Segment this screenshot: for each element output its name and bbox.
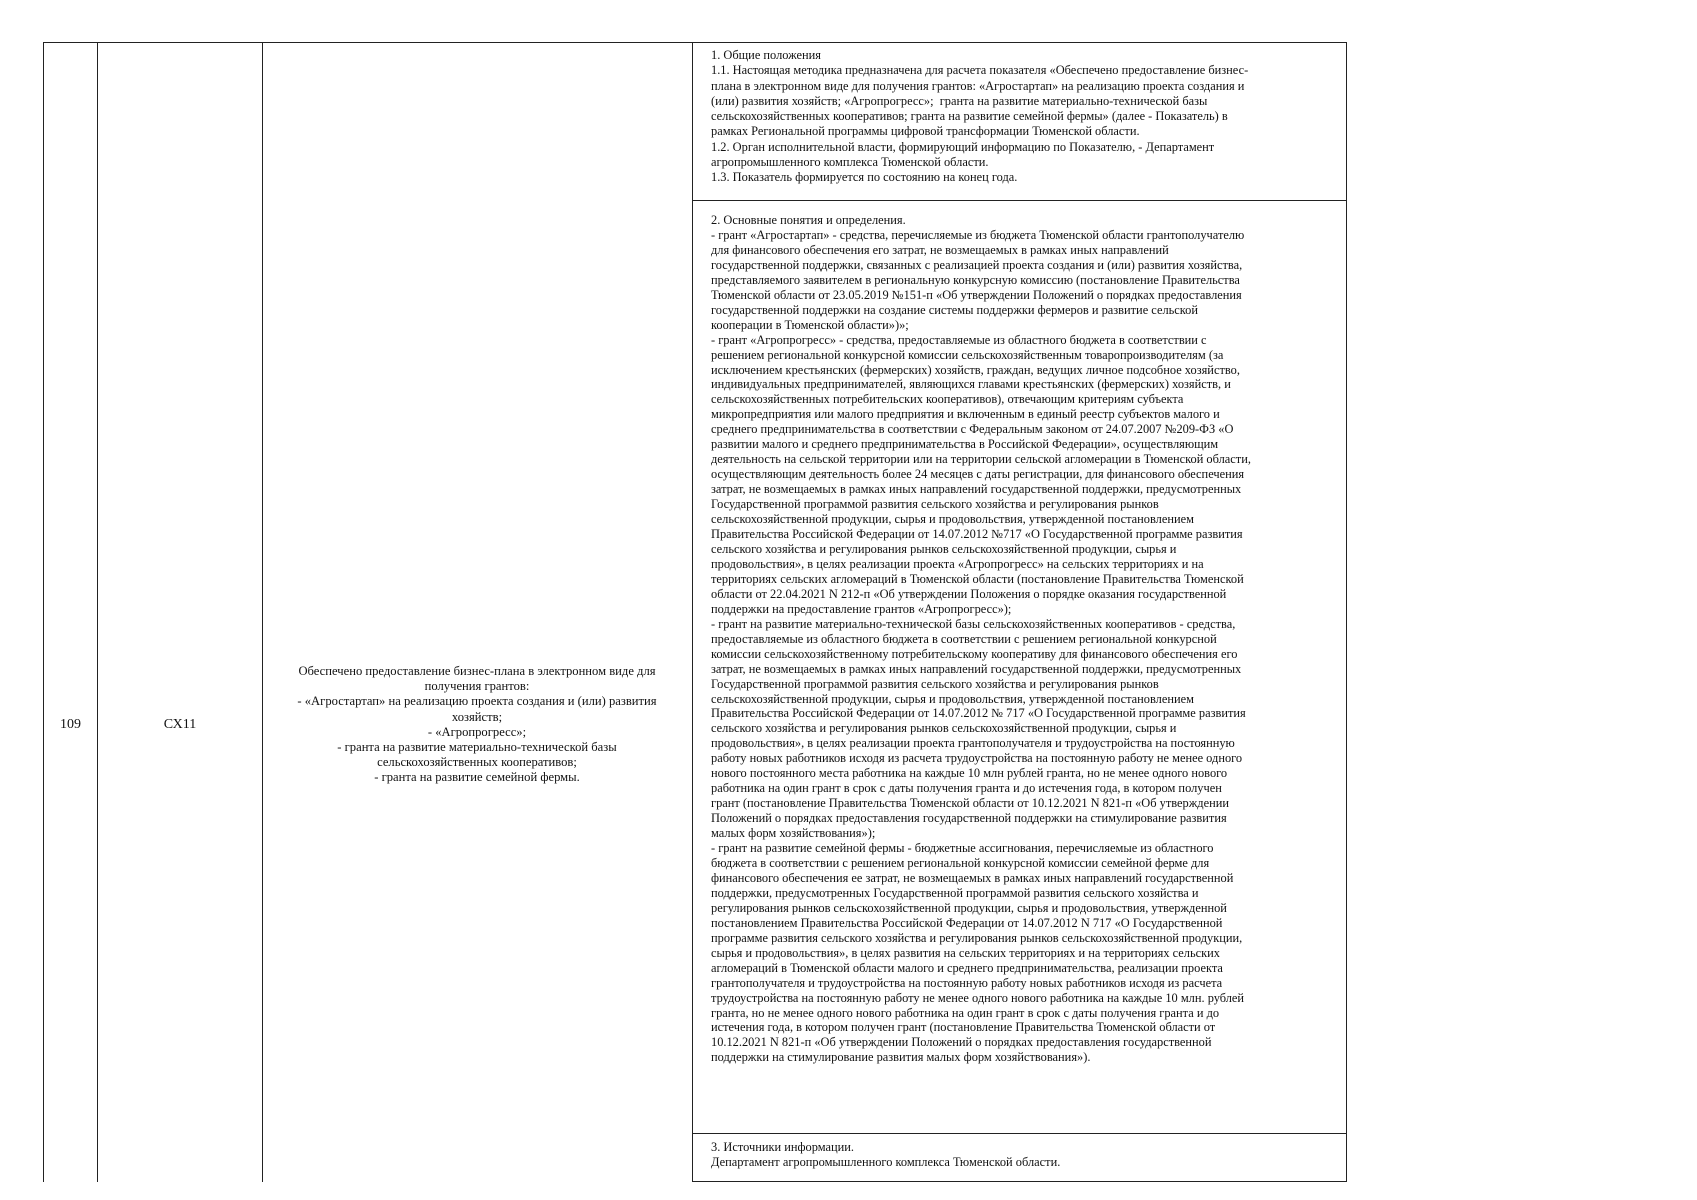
- section-line: - грант «Агростартап» - средства, перечисляемые из бюджета Тюменской области грантополучателю: [711, 227, 1245, 242]
- indicator-name-line: хозяйств;: [451, 709, 503, 724]
- section-line: программе развития сельского хозяйства и регулирования рынков сельскохозяйственной продукции,: [711, 930, 1243, 945]
- section-line: сельского хозяйства и регулирования рынков сельскохозяйственной продукции, сырья и: [711, 541, 1177, 556]
- section-line: регулирования рынков сельскохозяйственной продукции, сырья и продовольствия, утвержденной: [711, 900, 1227, 915]
- indicator-name: [264, 664, 690, 786]
- section-line: предоставляемые из областного бюджета в соответствии с решением региональной конкурсной: [711, 631, 1217, 646]
- section-line: работу новых работников исходя из расчета трудоустройства на постоянную работу не менее одного: [711, 751, 1243, 766]
- section-line: Тюменской области от 23.05.2019 №151-п «Об утверждении Положений о порядках предоставления: [711, 287, 1242, 302]
- col-border-number: [97, 42, 98, 1182]
- indicator-name-line: сельскохозяйственных кооперативов;: [377, 755, 577, 770]
- section-line: - грант «Агропрогресс» - средства, предоставляемые из областного бюджета в соответствии с: [711, 332, 1207, 347]
- section-line: 1. Общие положения: [711, 48, 822, 62]
- section-line: деятельность на сельской территории или на территории сельской агломерации в Тюменской области,: [711, 452, 1251, 467]
- section-line: 10.12.2021 N 821-п «Об утверждении Положений о порядках предоставления государственной: [711, 1035, 1212, 1050]
- section-line: сельскохозяйственных потребительских кооперативов), отвечающим критериям субъекта: [711, 392, 1184, 407]
- section-line: сельскохозяйственной продукции, сырья и продовольствия, утвержденной постановлением: [711, 512, 1194, 527]
- section-line: 1.2. Орган исполнительной власти, формирующий информацию по Показателю, - Департамент: [711, 139, 1215, 154]
- section-line: индивидуальных предпринимателей, являющихся главами крестьянских (фермерских) хозяйств, и: [711, 377, 1231, 392]
- section-line: развитии малого и среднего предпринимательства в Российской Федерации», осуществляющим: [711, 437, 1219, 452]
- section-line: кооперации в Тюменской области»)»;: [711, 317, 909, 332]
- indicator-code: СХ11: [163, 717, 197, 732]
- section-line: - грант на развитие семейной фермы - бюджетные ассигнования, перечисляемые из областного: [711, 841, 1214, 856]
- section-line: нового постоянного места работника на каждые 10 млн рублей гранта, но не менее одного нового: [711, 766, 1228, 781]
- section-line: плана в электронном виде для получения грантов: «Агростартап» на реализацию проекта создания и: [711, 78, 1245, 93]
- section-line: государственной поддержки, связанных с реализацией проекта создания и (или) развития хозяйства,: [711, 257, 1243, 272]
- section-line: поддержки на стимулирование развития малых форм хозяйствования»).: [711, 1050, 1091, 1065]
- section-line: сельского хозяйства и регулирования рынков сельскохозяйственной продукции, сырья и: [711, 721, 1177, 736]
- methodology-bottom-border: [692, 1181, 1347, 1182]
- section-line: сельскохозяйственной продукции, сырья и продовольствия, утвержденной постановлением: [711, 691, 1194, 706]
- section-line: финансового обеспечения ее затрат, не возмещаемых в рамках иных направлений государственной: [711, 870, 1234, 885]
- section-line: продовольствия», в целях реализации проекта грантополучателя и трудоустройства на постоянную: [711, 736, 1235, 751]
- section-line: сырья и продовольствия», в целях развития на сельских территориях и на территориях сельских: [711, 945, 1220, 960]
- section-line: истечения года, в котором получен грант (постановление Правительства Тюменской области от: [711, 1020, 1216, 1035]
- section-line: трудоустройства на постоянную работу не менее одного нового работника на каждые 10 млн. рублей: [711, 990, 1245, 1005]
- section-line: 1.1. Настоящая методика предназначена для расчета показателя «Обеспечено предоставление бизнес-: [711, 63, 1249, 78]
- section-line: постановлением Правительства Российской Федерации от 14.07.2012 N 717 «О Государственной: [711, 915, 1223, 930]
- section-line: агропромышленного комплекса Тюменской области.: [711, 155, 989, 170]
- col-border-code: [262, 42, 263, 1182]
- indicator-name-line: - «Агростартап» на реализацию проекта создания и (или) развития: [297, 694, 657, 709]
- section-line: бюджета в соответствии с решением региональной конкурсной комиссии семейной ферме для: [711, 855, 1210, 870]
- section-line: затрат, не возмещаемых в рамках иных направлений государственной поддержки, предусмотренных: [711, 482, 1242, 497]
- section-line: Департамент агропромышленного комплекса Тюменской области.: [711, 1155, 1061, 1170]
- section-line: микропредприятия или малого предприятия и включенным в единый реестр субъектов малого и: [711, 407, 1220, 422]
- section-line: государственной поддержки на создание системы поддержки фермеров и развитие сельской: [711, 302, 1198, 317]
- indicator-name-line: - «Агропрогресс»;: [427, 724, 527, 739]
- section-divider-2: [692, 1133, 1347, 1134]
- section-line: исключением крестьянских (фермерских) хозяйств, граждан, ведущих личное подсобное хозяйство,: [711, 362, 1240, 377]
- section-line: для финансового обеспечения его затрат, не возмещаемых в рамках иных направлений: [711, 242, 1169, 257]
- section-line: малых форм хозяйствования»);: [711, 826, 876, 841]
- indicator-name-line: - гранта на развитие материально-технической базы: [337, 740, 617, 755]
- indicator-name-line: - гранта на развитие семейной фермы.: [374, 770, 580, 785]
- section-line: среднего предпринимательства в соответствии с Федеральным законом от 24.07.2007 №209-ФЗ «О: [711, 422, 1234, 437]
- col-border-right: [1346, 42, 1347, 1182]
- col-border-name: [692, 42, 693, 1182]
- section-line: территориях сельских агломераций в Тюменской области (постановление Правительства Тюменской: [711, 571, 1244, 586]
- section-line: грантополучателя и трудоустройства на постоянную работу новых работников исходя из расчета: [711, 975, 1223, 990]
- col-border-left: [43, 42, 44, 1182]
- section-line: 1.3. Показатель формируется по состоянию на конец года.: [711, 170, 1018, 185]
- section-line: представляемого заявителем в региональную конкурсную комиссию (постановление Правительства: [711, 272, 1240, 287]
- section-line: сельскохозяйственных кооперативов; гранта на развитие семейной фермы» (далее - Показатель) в: [711, 109, 1228, 124]
- section-line: Правительства Российской Федерации от 14.07.2012 №717 «О Государственной программе развития: [711, 527, 1243, 542]
- section-line: Государственной программой развития сельского хозяйства и регулирования рынков: [711, 497, 1159, 512]
- section-line: Государственной программой развития сельского хозяйства и регулирования рынков: [711, 676, 1159, 691]
- section-line: работника на один грант в срок с даты получения гранта и до истечения года, в котором получен: [711, 781, 1222, 796]
- section-line: продовольствия», в целях реализации проекта «Агропрогресс» на сельских территориях и на: [711, 556, 1204, 571]
- section-line: затрат, не возмещаемых в рамках иных направлений государственной поддержки, предусмотренных: [711, 661, 1242, 676]
- section-line: решением региональной конкурсной комиссии сельскохозяйственным товаропроизводителям (за: [711, 347, 1224, 362]
- section-line: осуществляющим деятельность более 24 месяцев с даты регистрации, для финансового обеспечения: [711, 467, 1245, 482]
- section-line: Положений о порядках предоставления государственной поддержки на стимулирование развития: [711, 811, 1227, 826]
- section-line: комиссии сельскохозяйственному потребительскому кооперативу для финансового обеспечения его: [711, 646, 1238, 661]
- section-line: 3. Источники информации.: [711, 1140, 854, 1154]
- section-line: области от 22.04.2021 N 212-п «Об утверждении Положения о порядке оказания государственной: [711, 586, 1227, 601]
- section-general-provisions: [711, 48, 1346, 186]
- section-line: поддержки на предоставление грантов «Агропрогресс»);: [711, 601, 1012, 616]
- indicator-name-line: получения грантов:: [424, 679, 530, 694]
- section-line: (или) развития хозяйств; «Агропрогресс»; гранта на развитие материально-технической базы: [711, 93, 1208, 108]
- section-line: - грант на развитие материально-технической базы сельскохозяйственных кооперативов - средства,: [711, 616, 1236, 631]
- indicator-name-line: Обеспечено предоставление бизнес-плана в электронном виде для: [298, 664, 656, 678]
- section-line: Правительства Российской Федерации от 14.07.2012 № 717 «О Государственной программе развития: [711, 706, 1246, 721]
- section-line: рамках Региональной программы цифровой трансформации Тюменской области.: [711, 124, 1140, 139]
- section-information-sources: [711, 1140, 1346, 1171]
- section-divider-1: [692, 200, 1347, 201]
- section-line: агломераций в Тюменской области малого и среднего предпринимательства, реализации проекта: [711, 960, 1223, 975]
- section-line: грант (постановление Правительства Тюменской области от 10.12.2021 N 821-п «Об утверждении: [711, 796, 1229, 811]
- table-top-border: [43, 42, 1346, 43]
- section-definitions: [711, 213, 1346, 1065]
- section-line: 2. Основные понятия и определения.: [711, 213, 906, 227]
- row-number: 109: [60, 717, 81, 732]
- section-line: поддержки, предусмотренных Государственной программой развития сельского хозяйства и: [711, 885, 1199, 900]
- section-line: гранта, но не менее одного нового работника на один грант в срок с даты получения гранта и до: [711, 1005, 1220, 1020]
